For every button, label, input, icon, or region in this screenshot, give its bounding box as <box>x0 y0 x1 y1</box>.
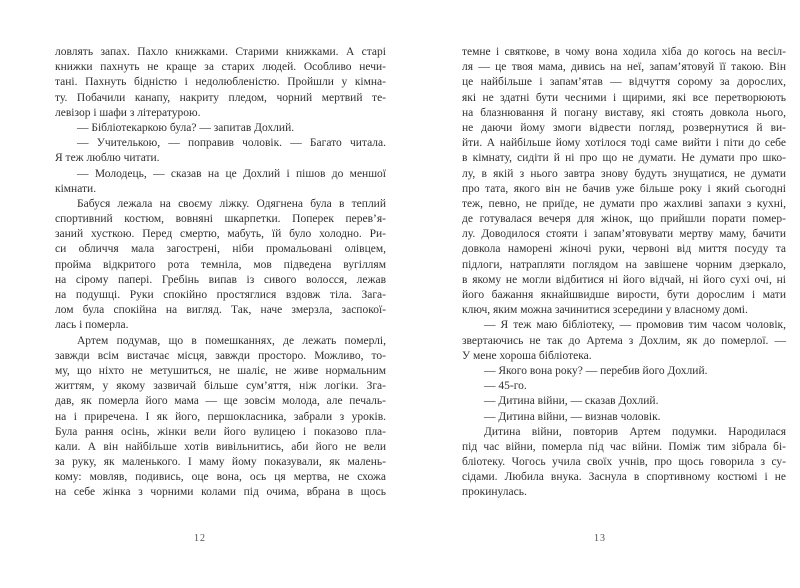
text-line: сідами. Любила внука. Заснула в спортивному костюмі і не <box>462 471 786 484</box>
text-line: на подушці. Руки спокійно простяглися вздовж тіла. Зага- <box>55 289 386 301</box>
text-line: бліотеку. Чогось учила своїх учнів, про щось говорила з су- <box>462 456 786 469</box>
text-line: на себе жінка з чорними колами під очима, вбрана в щось <box>55 486 386 499</box>
text-line: за руку, як маленького. І маму йому показували, як малень- <box>55 456 386 469</box>
page-right-number: 13 <box>594 533 606 544</box>
text-line: лу. Доводилося стояти і запам’ятовувати мертву маму, бачити <box>462 228 786 241</box>
text-line: му, що ніхто не метушиться, не шаліє, не живе нормальним <box>55 364 386 377</box>
text-line: дав, як померла його мама — ще зовсім молода, але печаль- <box>55 395 386 408</box>
text-line: — Бібліотекаркою була? — запитав Дохлий. <box>77 121 295 134</box>
text-line: про тата, якого він не бачив уже більше року і який сьогодні <box>462 182 786 195</box>
text-line: довкола наморені жіночі руки, червоні від миття посуду та <box>462 243 786 256</box>
text-line: У мене хороша бібліотека. <box>462 349 592 362</box>
page-right-text <box>462 45 786 501</box>
text-line: — Дитина війни, — сказав Дохлий. <box>484 395 659 408</box>
text-line: кали. А він найбільше хотів вивільнитись, аби його не вели <box>55 440 386 453</box>
text-line: на блазнювання й погану виставу, які стоять довкола нього, <box>462 106 786 119</box>
text-line: — Молодець, — сказав на це Дохлий і пішов до меншої <box>77 167 386 180</box>
text-line: ловлять запах. Пахло книжками. Старими книжками. А старі <box>55 46 386 58</box>
text-line: його бажання якнайшвидше вирости, бути дорослим і мати <box>462 289 786 301</box>
text-line: під час війни, померла під час війни. Поміж тим зібрала бі- <box>462 440 786 453</box>
text-line: заний хусткою. Перед смертю, мабуть, їй було холодно. Ри- <box>55 228 386 241</box>
text-line: в кімнату, сидіти й ні про що не думати. Не думати про шко- <box>462 152 786 165</box>
text-line: пройма відкритого рота темніла, мов підведена вугіллям <box>55 258 386 271</box>
text-line: лась і померла. <box>55 319 129 332</box>
text-line: кімнати. <box>55 182 97 195</box>
text-line: йти. А найбільше йому хотілося тоді саме вийти і піти до себе <box>462 137 786 150</box>
text-line: це найбільше і запам’ятав — відчуття сорому за дорослих, <box>462 76 786 89</box>
text-line: завжди всім вистачає місця, завжди просторо. Можливо, то- <box>55 349 386 362</box>
text-line: де готувалася вечеря для жінок, що прийшли порати помер- <box>462 213 786 226</box>
text-line: книжки пахнуть не краще за старих людей. Особливо нечи- <box>55 61 386 74</box>
text-line: прокинулась. <box>462 486 527 499</box>
text-line: Я теж люблю читати. <box>55 152 160 165</box>
text-line: спортивний костюм, вовняні шкарпетки. Поперек перев’я- <box>55 213 386 226</box>
text-line: лом була спокійна на вигляд. Так, наче змерзла, заспокої- <box>55 304 386 317</box>
text-line: левізор і шафи з літературою. <box>55 106 201 119</box>
page-left-number: 12 <box>194 533 206 544</box>
text-line: — Учителькою, — поправив чоловік. — Багато читала. <box>77 137 386 150</box>
text-line: на і приречена. І як його, першокласника, забрали з уроків. <box>55 410 386 423</box>
text-line: теж, певно, не приїде, не думати про жахливі запахи з кухні, <box>462 197 786 210</box>
text-line: ключ, яким можна зачинитися зсередини у власному домі. <box>462 304 748 317</box>
text-line: си обличчя мала загострені, ніби промальовані олівцем, <box>55 243 386 256</box>
page-left-text <box>55 45 386 501</box>
text-line: — Дитина війни, — визнав чоловік. <box>484 410 661 423</box>
text-line: Дитина війни, повторив Артем подумки. Народилася <box>484 425 786 438</box>
text-line: — 45-го. <box>484 380 527 393</box>
text-line: тані. Пахнуть бідністю і недолюбленістю. Пройшли у кімна- <box>55 76 386 89</box>
text-line: життям, у якому зазвичай більше сум’яття, ніж логіки. Зга- <box>55 380 386 393</box>
text-line: підлоги, натрапляти поглядом на завішене чорним дзеркало, <box>462 258 786 271</box>
text-line: лу, в якій з нього завтра знову будуть знущатися, не думати <box>462 167 786 180</box>
text-line: не даючи йому змоги відвести погляд, розвернутися й ви- <box>462 121 786 134</box>
text-line: кому: мовляв, подивись, оце вона, ось ця мертва, не схожа <box>55 471 386 484</box>
text-line: Артем подумав, що в помешканнях, де лежать померлі, <box>77 334 386 347</box>
text-line: ту. Побачили канапу, накриту пледом, чорний мертвий те- <box>55 91 386 104</box>
text-line: на сірому папері. Гребінь випав із сивого волосся, лежав <box>55 273 386 286</box>
text-line: в якому не могли відбитися ні його відчай, ні його сухі очі, ні <box>462 273 786 286</box>
text-line: звертаючись не так до Артема з Дохлим, як до померлої. — <box>462 334 786 347</box>
text-line: Була рання осінь, жінки вели його вулицею і показово пла- <box>55 425 386 438</box>
text-line: ля — це твоя мама, дивись на неї, запам’ятовуй її такою. Він <box>462 61 786 74</box>
text-line: — Якого вона року? — перебив його Дохлий. <box>484 364 708 377</box>
text-line: які не здатні бути чесними і щирими, які все перетворюють <box>462 91 786 104</box>
text-line: — Я теж маю бібліотеку, — промовив тим часом чоловік, <box>484 319 786 332</box>
text-line: темне і святкове, в чому вона ходила хіба до когось на весіл- <box>462 46 786 58</box>
text-line: Бабуся лежала на своєму ліжку. Одягнена була в теплий <box>77 197 386 210</box>
